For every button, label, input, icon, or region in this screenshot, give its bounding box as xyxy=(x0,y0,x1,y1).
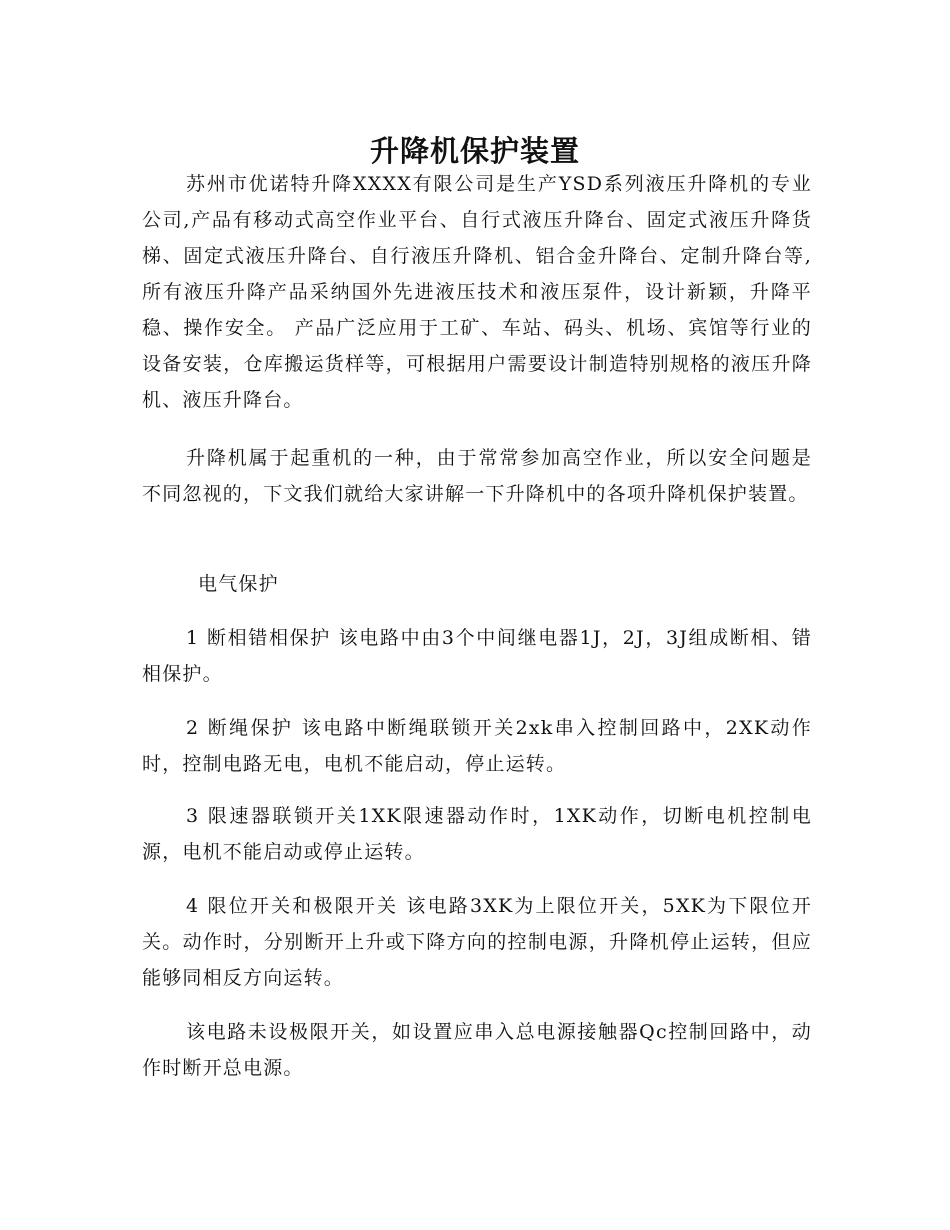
closing-paragraph: 该电路未设极限开关，如设置应串入总电源接触器Qc控制回路中，动作时断开总电源。 xyxy=(142,1021,812,1079)
intro-paragraph: 苏州市优诺特升降XXXX有限公司是生产YSD系列液压升降机的专业公司,产品有移动式高空作业平台、自行式液压升降台、固定式液压升降货梯、固定式液压升降台、自行液压升降机、铝合金升降台、定制升降台等,所有液压升降产品采纳国外先进液压技术和液压泵件，设计新颖，升降平稳、操作安全。 产品广泛应用于工矿、车站、码头、机场、宾馆等行业的设备安装，仓库搬运货样等，可根据用户需要设计制造特别规格的液压升降机、液压升降台。 xyxy=(142,173,812,411)
item-phase-protection: 1 断相错相保护 该电路中由3个中间继电器1J，2J，3J组成断相、错相保护。 xyxy=(142,627,812,685)
section-heading-electrical-protection: 电气保护 xyxy=(198,573,279,595)
document-title: 升降机保护装置 xyxy=(369,134,580,169)
item-rope-break-protection: 2 断绳保护 该电路中断绳联锁开关2xk串入控制回路中，2XK动作时，控制电路无电，电机不能启动，停止运转。 xyxy=(142,717,812,775)
item-speed-limiter-switch: 3 限速器联锁开关1XK限速器动作时，1XK动作，切断电机控制电源，电机不能启动或停止运转。 xyxy=(142,805,812,863)
item-limit-switch: 4 限位开关和极限开关 该电路3XK为上限位开关，5XK为下限位开关。动作时，分别断开上升或下降方向的控制电源，升降机停止运转，但应能够同相反方向运转。 xyxy=(142,895,812,989)
overview-paragraph: 升降机属于起重机的一种，由于常常参加高空作业，所以安全问题是不同忽视的，下文我们就给大家讲解一下升降机中的各项升降机保护装置。 xyxy=(142,447,812,505)
